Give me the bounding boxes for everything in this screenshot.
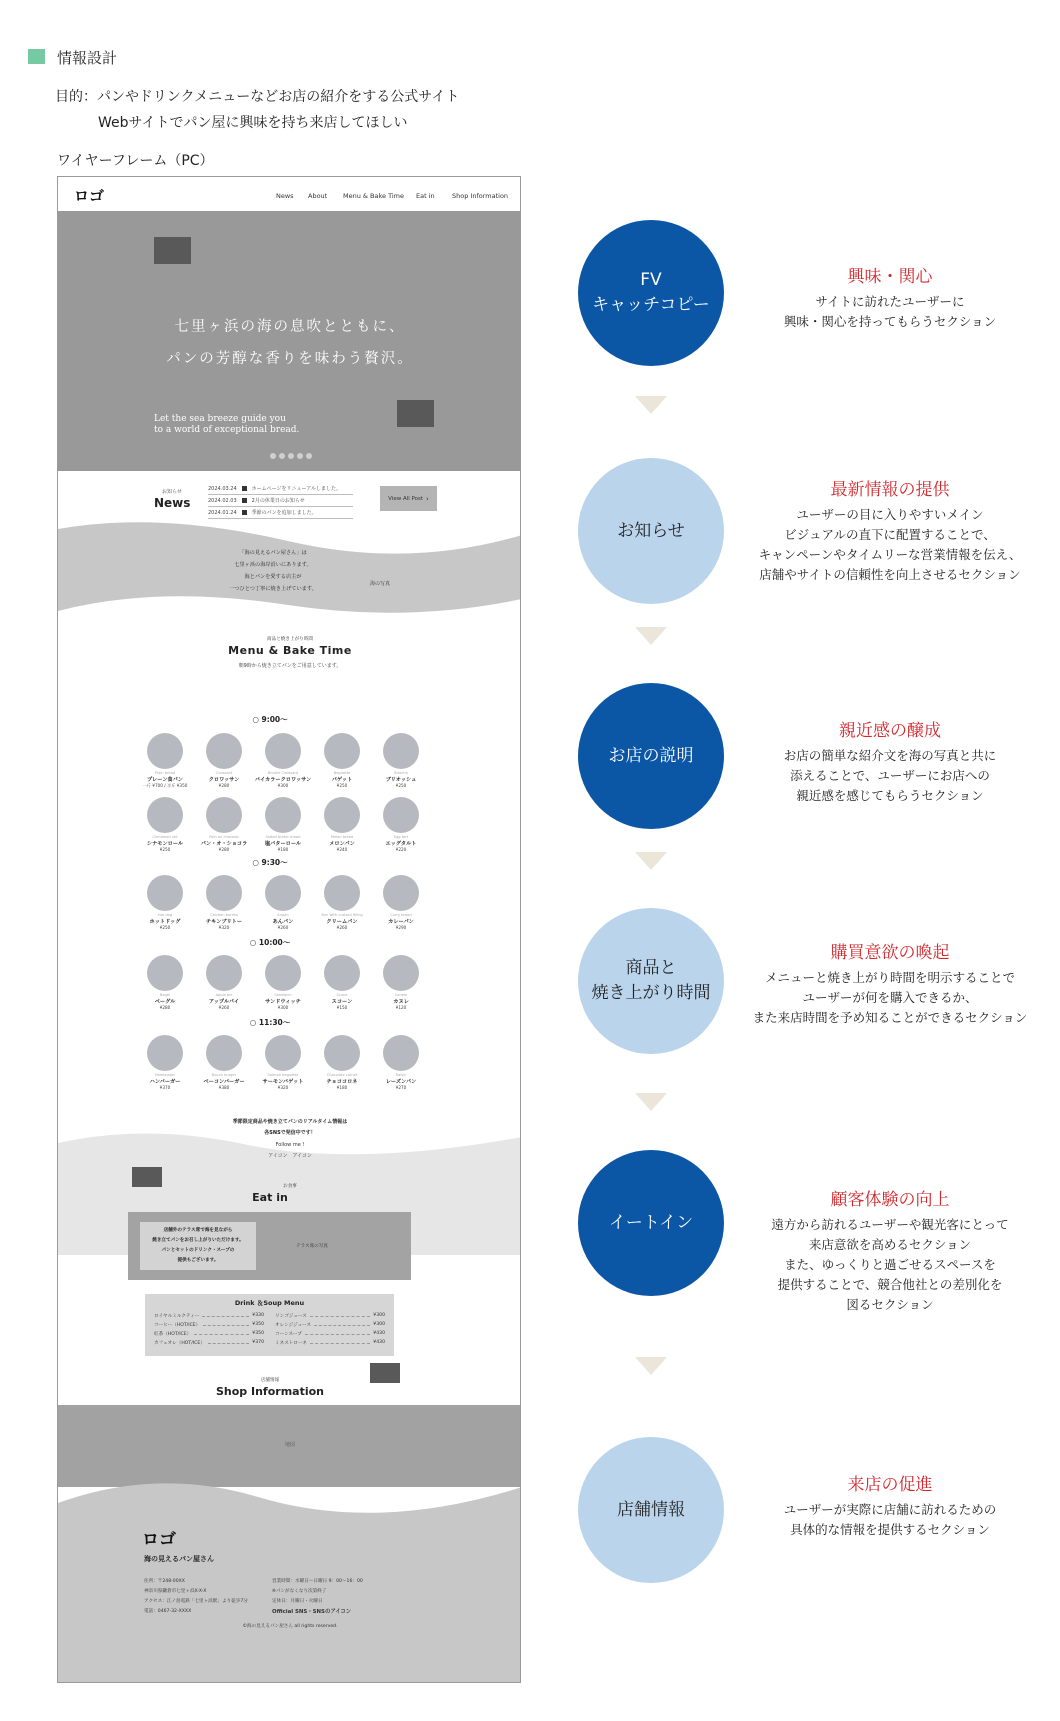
flow-circle-label: イートイン [608,1212,694,1233]
news-subtitle: お知らせ [162,489,182,495]
bread-sub: Bagel [159,993,171,997]
wf-logo: ロゴ [74,187,105,205]
flow-section-description: ユーザーの目に入りやすいメイン ビジュアルの直下に配置することで、 キャンペーンやタイムリーな営業情報を伝え、 店舗やサイトの信頼性を向上させるセクション [758,507,1022,582]
flow-section-title: 最新情報の提供 [830,480,950,500]
flow-circle [578,908,724,1054]
bread-price: ¥240 [336,847,348,852]
flow-circle [578,1150,724,1296]
news-title: News [154,496,191,510]
sns-icons[interactable]: アイコン アイコン [268,1153,312,1159]
eatin-line: パンとセットのドリンク・スープの [161,1248,235,1253]
bread-name: スコーン [331,999,353,1005]
flow-section-description: メニューと焼き上がり時間を明示することで ユーザーが何を購入できるか、 また来店時間を予め知ることができるセクション [752,970,1028,1025]
bread-price: ¥380 [218,1085,230,1090]
news-text: 2月の休業日のお知らせ [251,498,305,504]
bake-time-label: ○ 11:30～ [249,1018,291,1027]
bread-price: ¥260 [277,925,289,930]
nav-menu[interactable]: Menu & Bake Time [343,192,404,200]
drink-price: ¥430 [373,1331,385,1336]
drink-price: ¥430 [373,1340,385,1345]
about-line: 一つひとつ丁寧に焼き上げています。 [229,586,317,592]
bread-sub: Raisin [395,1073,407,1077]
bread-price: ¥280 [218,783,230,788]
bread-sub: Salted butter bread [265,835,301,839]
flow-section-description: 遠方から訪れるユーザーや観光客にとって 来店意欲を高めるセクション また、ゆっくりと過ごせるスペースを 提供することで、競合他社との差別化を 図るセクション [771,1217,1009,1312]
bread-sub: Chicken burrito [210,913,238,917]
bread-price: ¥270 [395,1085,407,1090]
bake-time-label: ○ 9:00～ [252,715,288,724]
flow-section-description: お店の簡単な紹介文を海の写真と共に 添えることで、ユーザーにお店への 親近感を感じてもらうセクション [783,748,997,803]
bread-price: ¥320 [277,1085,289,1090]
bread-sub: Plain bread [154,771,176,775]
bread-name: バゲット [331,777,353,783]
bread-price: ¥150 [336,1005,348,1010]
flow-section-description: ユーザーが実際に店舗に訪れるための 具体的な情報を提供するセクション [783,1502,997,1537]
about-line: 「海の見えるパン屋さん」は [239,550,307,556]
address-line: アクセス：江ノ島電鉄「七里ヶ浜駅」より徒歩7分 [144,1599,248,1604]
bread-sub: Baguette [333,771,351,775]
bread-sub: Curry bread [390,913,412,917]
bread-sub: Hot dog [157,913,173,917]
bread-name: ベーグル [154,999,176,1005]
shop-subtitle: 店舗情報 [260,1378,280,1383]
news-text: 季節のパンを追加しました。 [251,510,317,516]
sns-line: 各SNSで発信中です！ [264,1130,316,1136]
flow-section-title: 来店の促進 [847,1475,933,1495]
flow-circle [578,220,724,366]
bread-sub: Cinnamon roll [152,835,178,839]
sns-line: 季節限定商品や焼き立てパンのリアルタイム情報は [232,1119,348,1125]
bread-sub: Scone [336,993,348,997]
drink-price: ¥300 [373,1313,385,1318]
hero-en-2: to a world of exceptional bread. [154,425,300,435]
bread-sub: Melon bread [330,835,354,839]
footer-logo: ロゴ [142,1530,176,1550]
drink-menu-title: Drink ＆Soup Menu [234,1299,305,1307]
flow-circle-label: 商品と 焼き上がり時間 [591,958,711,1003]
bread-price: ¥370 [159,1085,171,1090]
chevron-right-icon: › [426,494,429,503]
bread-price: ¥250 [395,783,407,788]
bread-sub: Chocolate cornet [326,1073,358,1077]
hours-line: 定休日：月曜日・火曜日 [272,1599,323,1604]
drink-item: コーンスープ [275,1331,302,1337]
bread-sub: Pain au chocolat [209,835,239,839]
bread-name: クリームパン [326,919,358,925]
eatin-line: 提供もございます。 [177,1258,219,1263]
bread-name: チキンブリトー [205,919,243,925]
view-all-post-label: View All Post [388,495,424,502]
news-date: 2024.02.03 [208,497,237,504]
bread-price: ¥260 [336,925,348,930]
footer-shop-name: 海の見えるパン屋さん [144,1555,214,1563]
official-sns[interactable]: Official SNS・SNSのアイコン [272,1609,352,1615]
purpose-line-1: 目的：パンやドリンクメニューなどお店の紹介をする公式サイト [55,89,460,105]
drink-item: オレンジジュース [275,1322,312,1328]
bread-name: クロワッサン [208,777,240,783]
nav-eatin[interactable]: Eat in [416,192,435,200]
hours-line: ※パンがなくなり次第終了 [272,1589,327,1594]
drink-price: ¥350 [252,1322,264,1327]
purpose-line-2: Webサイトでパン屋に興味を持ち来店してほしい [98,115,408,131]
drink-item: リンゴジュース [275,1313,307,1319]
flow-circle [578,683,724,829]
menu-lead: 朝9時から焼き立てパンをご用意しています。 [238,663,342,669]
flow-arrow-down-icon [635,852,667,870]
bread-name: シナモンロール [146,841,184,847]
bread-name: パン・オ・ショコラ [200,841,248,847]
hero-copy-1: 七里ヶ浜の海の息吹とともに、 [174,319,406,335]
flow-circle [578,458,724,604]
bread-name: カヌレ [393,999,409,1005]
bread-price: 一斤 ¥700 / 半斤 ¥350 [142,783,188,788]
bread-name: チョココロネ [326,1079,358,1085]
flow-arrow-down-icon [635,627,667,645]
bread-name: ブリオッシュ [385,777,417,783]
bread-price: ¥260 [218,1005,230,1010]
menu-title: Menu & Bake Time [228,644,352,657]
address-line: 電話：0467-32-XXXX [144,1609,192,1614]
address-line: 住所：〒248-00XX [144,1579,185,1584]
flow-arrow-down-icon [635,1357,667,1375]
flow-section-title: 親近感の醸成 [839,721,941,741]
bread-name: メロンパン [329,841,355,847]
nav-about[interactable]: About [308,192,328,200]
bread-name: アップルパイ [208,999,240,1005]
drink-item: ロイヤルミルクティー [154,1313,200,1319]
drink-item: ミネストローネ [275,1340,307,1346]
bread-price: ¥120 [395,1005,407,1010]
flow-section-title: 興味・関心 [847,267,933,287]
bread-sub: Brioche [394,771,408,775]
shop-title: Shop Information [215,1385,324,1398]
flow-circle-label: お店の説明 [608,745,694,766]
bread-price: ¥290 [395,925,407,930]
map-label: 地図 [284,1442,295,1448]
hero-copy-2: パンの芳醇な香りを味わう贅沢。 [166,351,414,367]
bread-price: ¥220 [395,847,407,852]
hours-line: 営業時間：水曜日～日曜日 9：00～16：00 [272,1579,363,1584]
news-text: ホームページをリニューアルしました。 [251,486,341,492]
about-photo-label: 海の写真 [370,581,391,587]
bread-sub: Sandwich [274,993,292,997]
bread-price: ¥180 [277,847,289,852]
flow-circle-label: お知らせ [617,520,685,541]
bread-sub: Egg tart [393,835,409,839]
flow-circle-label: FV キャッチコピー [592,270,710,315]
bread-price: ¥280 [218,847,230,852]
bread-sub: Croissant [215,771,233,775]
flow-section-title: 顧客体験の向上 [830,1190,950,1210]
flow-circle [578,1437,724,1583]
eatin-photo-label: テラス席の写真 [296,1244,329,1249]
hero-en-1: Let the sea breeze guide you [154,414,286,424]
eatin-line: 店舗外のテラス席で海を見ながら [163,1228,233,1233]
bread-sub: Salmon baguette [267,1073,299,1077]
bread-price: ¥280 [159,1005,171,1010]
wireframe-label: ワイヤーフレーム（PC） [57,153,214,169]
follow-label: Follow me ! [275,1142,305,1148]
flow-arrow-down-icon [635,1093,667,1111]
bread-name: サンドウィッチ [265,999,301,1005]
bread-sub: Bun with custard filling [321,913,363,917]
drink-price: ¥330 [252,1313,264,1318]
bread-name: レーズンパン [385,1079,417,1085]
bread-price: ¥300 [277,1005,289,1010]
drink-item: コーヒー（HOT/ICE） [154,1322,201,1328]
drink-price: ¥350 [252,1331,264,1336]
bread-name: バイカラークロワッサン [254,777,312,783]
nav-shop[interactable]: Shop Information [452,192,509,200]
bread-sub: Bicolor Croissant [267,771,299,775]
nav-news[interactable]: News [276,192,294,200]
bread-name: サーモンバゲット [262,1079,304,1085]
bread-sub: Anpan [277,913,289,917]
flow-section-description: サイトに訪れたユーザーに 興味・関心を持ってもらうセクション [783,294,997,329]
bread-name: ホットドッグ [149,919,181,925]
bread-price: ¥180 [336,1085,348,1090]
page-title: 情報設計 [57,49,118,67]
drink-price: ¥370 [252,1340,264,1345]
bread-sub: Apple pie [215,993,233,997]
bread-price: ¥250 [159,847,171,852]
bake-time-label: ○ 10:00～ [249,938,291,947]
bread-price: ¥300 [277,783,289,788]
drink-price: ¥300 [373,1322,385,1327]
bread-sub: Bacon burger [211,1073,237,1077]
bread-price: ¥320 [218,925,230,930]
eatin-line: 焼き立てパンをお召し上がりいただけます。 [152,1238,244,1243]
news-date: 2024.03.24 [208,485,237,492]
flow-arrow-down-icon [635,396,667,414]
bread-price: ¥250 [336,783,348,788]
bread-name: 塩バターロール [264,841,302,847]
eatin-subtitle: お食事 [283,1184,297,1189]
flow-circle-label: 店舗情報 [617,1499,685,1520]
bread-sub: Canele [394,993,408,997]
drink-item: 紅茶（HOT/ICE） [154,1331,192,1337]
about-line: 七里ヶ浜の海岸沿いにあります。 [234,562,312,568]
bread-sub: Hamburger [154,1073,176,1077]
about-line: 海とパンを愛する店主が [244,574,302,580]
bake-time-label: ○ 9:30～ [252,858,288,867]
bread-name: プレーン食パン [146,777,183,783]
news-date: 2024.01.24 [208,509,237,516]
menu-subtitle: 商品と焼き上がり時間 [267,637,313,642]
bread-name: ハンバーガー [149,1079,181,1085]
bread-price: ¥250 [159,925,171,930]
address-line: 神奈川県鎌倉市七里ヶ浜X-X-X [144,1589,207,1594]
bread-name: エッグタルト [385,841,417,847]
eatin-title: Eat in [252,1191,288,1204]
bread-name: ベーコンバーガー [203,1079,245,1085]
flow-section-title: 購買意欲の喚起 [830,943,950,963]
drink-item: カフェオレ（HOT/ICE） [154,1340,205,1346]
bread-name: あんパン [272,919,294,925]
bread-name: カレーパン [388,919,414,925]
copyright: ©海の見えるパン屋さん all rights reserved. [242,1624,338,1629]
